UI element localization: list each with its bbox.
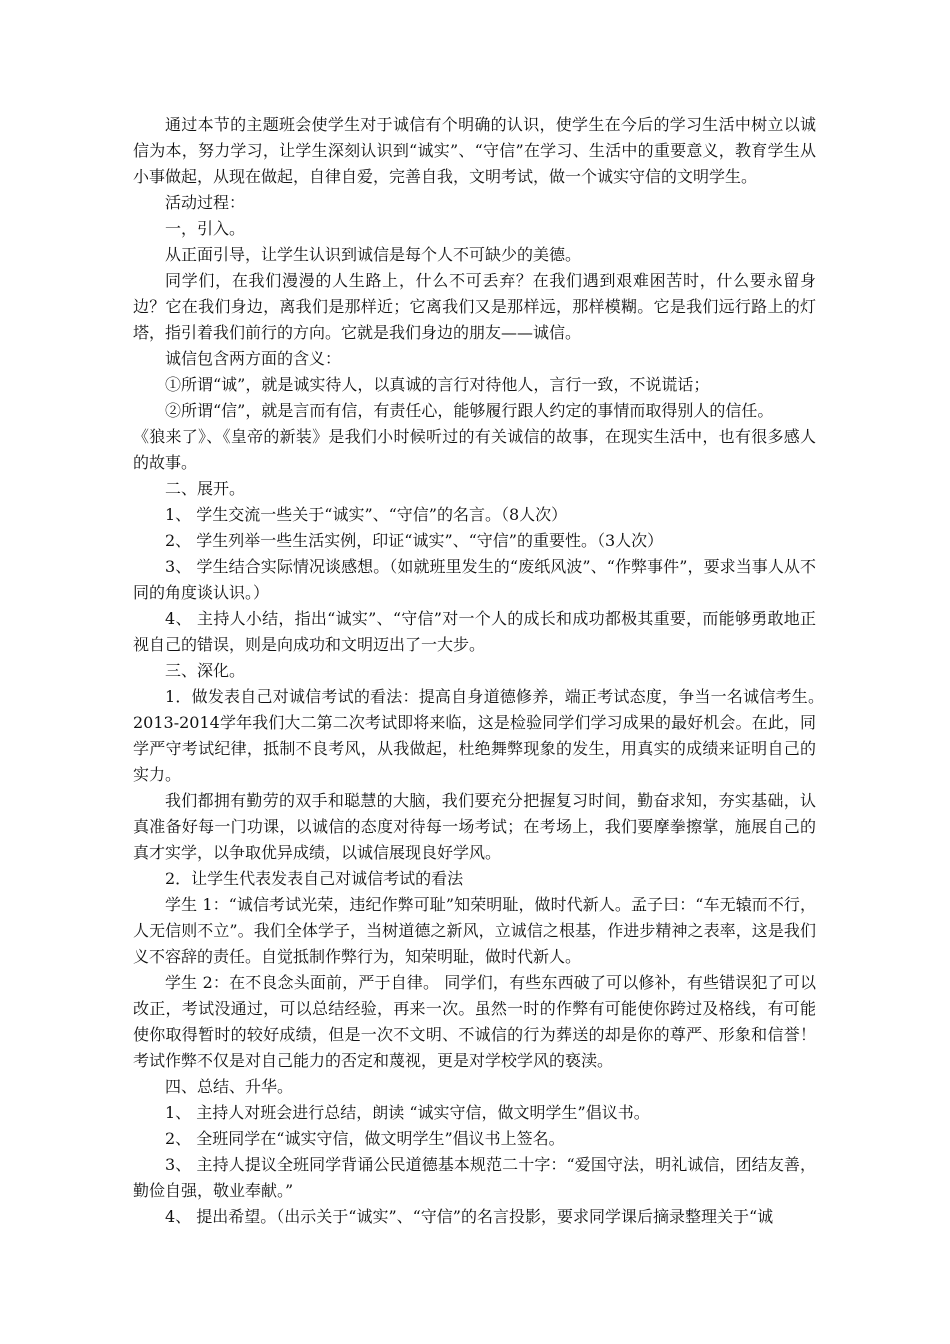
- list-item: 2、 全班同学在“诚实守信，做文明学生”倡议书上签名。: [165, 1129, 565, 1148]
- document-body: [133, 112, 849, 1230]
- body-paragraph: 学生 2：在不良念头面前，严于自律。 同学们，有些东西破了可以修补，有些错误犯了可以改正，考试没通过，可以总结经验，再来一次。虽然一时的作弊有可能使你跨过及格线，有可能使你取得暂时的较好成绩，但是一次不文明、不诚信的行为葬送的却是你的尊严、形象和信誉！考试作弊不仅是对自己能力的否定和蔑视，更是对学校学风的亵渎。: [133, 973, 816, 1070]
- list-item: 3、 主持人提议全班同学背诵公民道德基本规范二十字：“爱国守法，明礼诚信，团结友善，勤俭自强，敬业奉献。”: [133, 1155, 816, 1200]
- body-paragraph: 2．让学生代表发表自己对诚信考试的看法: [165, 869, 464, 888]
- heading-expansion: 二、展开。: [165, 479, 246, 498]
- intro-paragraph: 通过本节的主题班会使学生对于诚信有个明确的认识，使学生在今后的学习生活中树立以诚信为本，努力学习，让学生深刻认识到“诚实”、“守信”在学习、生活中的重要意义，教育学生从小事做起，从现在做起，自律自爱，完善自我，文明考试，做一个诚实守信的文明学生。: [133, 115, 816, 186]
- body-paragraph: 诚信包含两方面的含义：: [165, 349, 342, 368]
- body-paragraph: ①所谓“诚”，就是诚实待人，以真诚的言行对待他人，言行一致，不说谎话；: [165, 375, 710, 394]
- list-item: 1、 学生交流一些关于“诚实”、“守信”的名言。（8人次）: [165, 505, 568, 524]
- body-paragraph: 1．做发表自己对诚信考试的看法：提高自身道德修养，端正考试态度，争当一名诚信考生。 2013-2014学年我们大二第二次考试即将来临，这是检验同学们学习成果的最好机会。在此，同学严守考试纪律，抵制不良考风，从我做起，杜绝舞弊现象的发生，用真实的成绩来证明自己的实力。: [133, 687, 849, 784]
- heading-introduction: 一，引入。: [165, 219, 246, 238]
- heading-deepening: 三、深化。: [165, 661, 246, 680]
- list-item: 4、 提出希望。（出示关于“诚实”、“守信”的名言投影，要求同学课后摘录整理关于“诚: [165, 1207, 774, 1226]
- body-paragraph: 《狼来了》、《皇帝的新装》是我们小时候听过的有关诚信的故事，在现实生活中，也有很多感人的故事。: [133, 427, 816, 472]
- list-item: 2、 学生列举一些生活实例，印证“诚实”、“守信”的重要性。（3人次）: [165, 531, 664, 550]
- body-paragraph: 从正面引导，让学生认识到诚信是每个人不可缺少的美德。: [165, 245, 582, 264]
- list-item: 4、 主持人小结，指出“诚实”、“守信”对一个人的成长和成功都极其重要，而能够勇敢地正视自己的错误，则是向成功和文明迈出了一大步。: [133, 609, 816, 654]
- section-label-activity-process: 活动过程：: [165, 193, 246, 212]
- body-paragraph: 学生 1：“诚信考试光荣，违纪作弊可耻”知荣明耻，做时代新人。孟子曰：“车无辕而不行，人无信则不立”。我们全体学子，当树道德之新风，立诚信之根基，作进步精神之表率，这是我们义不容辞的责任。自觉抵制作弊行为，知荣明耻，做时代新人。: [133, 895, 816, 966]
- body-paragraph: 我们都拥有勤劳的双手和聪慧的大脑，我们要充分把握复习时间，勤奋求知，夯实基础，认真准备好每一门功课，以诚信的态度对待每一场考试；在考场上，我们要摩拳擦掌，施展自己的真才实学，以争取优异成绩，以诚信展现良好学风。: [133, 791, 816, 862]
- heading-summary: 四、总结、升华。: [165, 1077, 294, 1096]
- body-paragraph: ②所谓“信”，就是言而有信，有责任心，能够履行跟人约定的事情而取得别人的信任。: [165, 401, 774, 420]
- list-item: 1、 主持人对班会进行总结，朗读 “诚实守信，做文明学生”倡议书。: [165, 1103, 650, 1122]
- body-paragraph: 同学们，在我们漫漫的人生路上，什么不可丢弃？在我们遇到艰难困苦时，什么要永留身边？它在我们身边，离我们是那样近；它离我们又是那样远，那样模糊。它是我们远行路上的灯塔，指引着我们前行的方向。它就是我们身边的朋友——诚信。: [133, 271, 816, 342]
- list-item: 3、 学生结合实际情况谈感想。（如就班里发生的“废纸风波”、“作弊事件”，要求当事人从不同的角度谈认识。）: [133, 557, 816, 602]
